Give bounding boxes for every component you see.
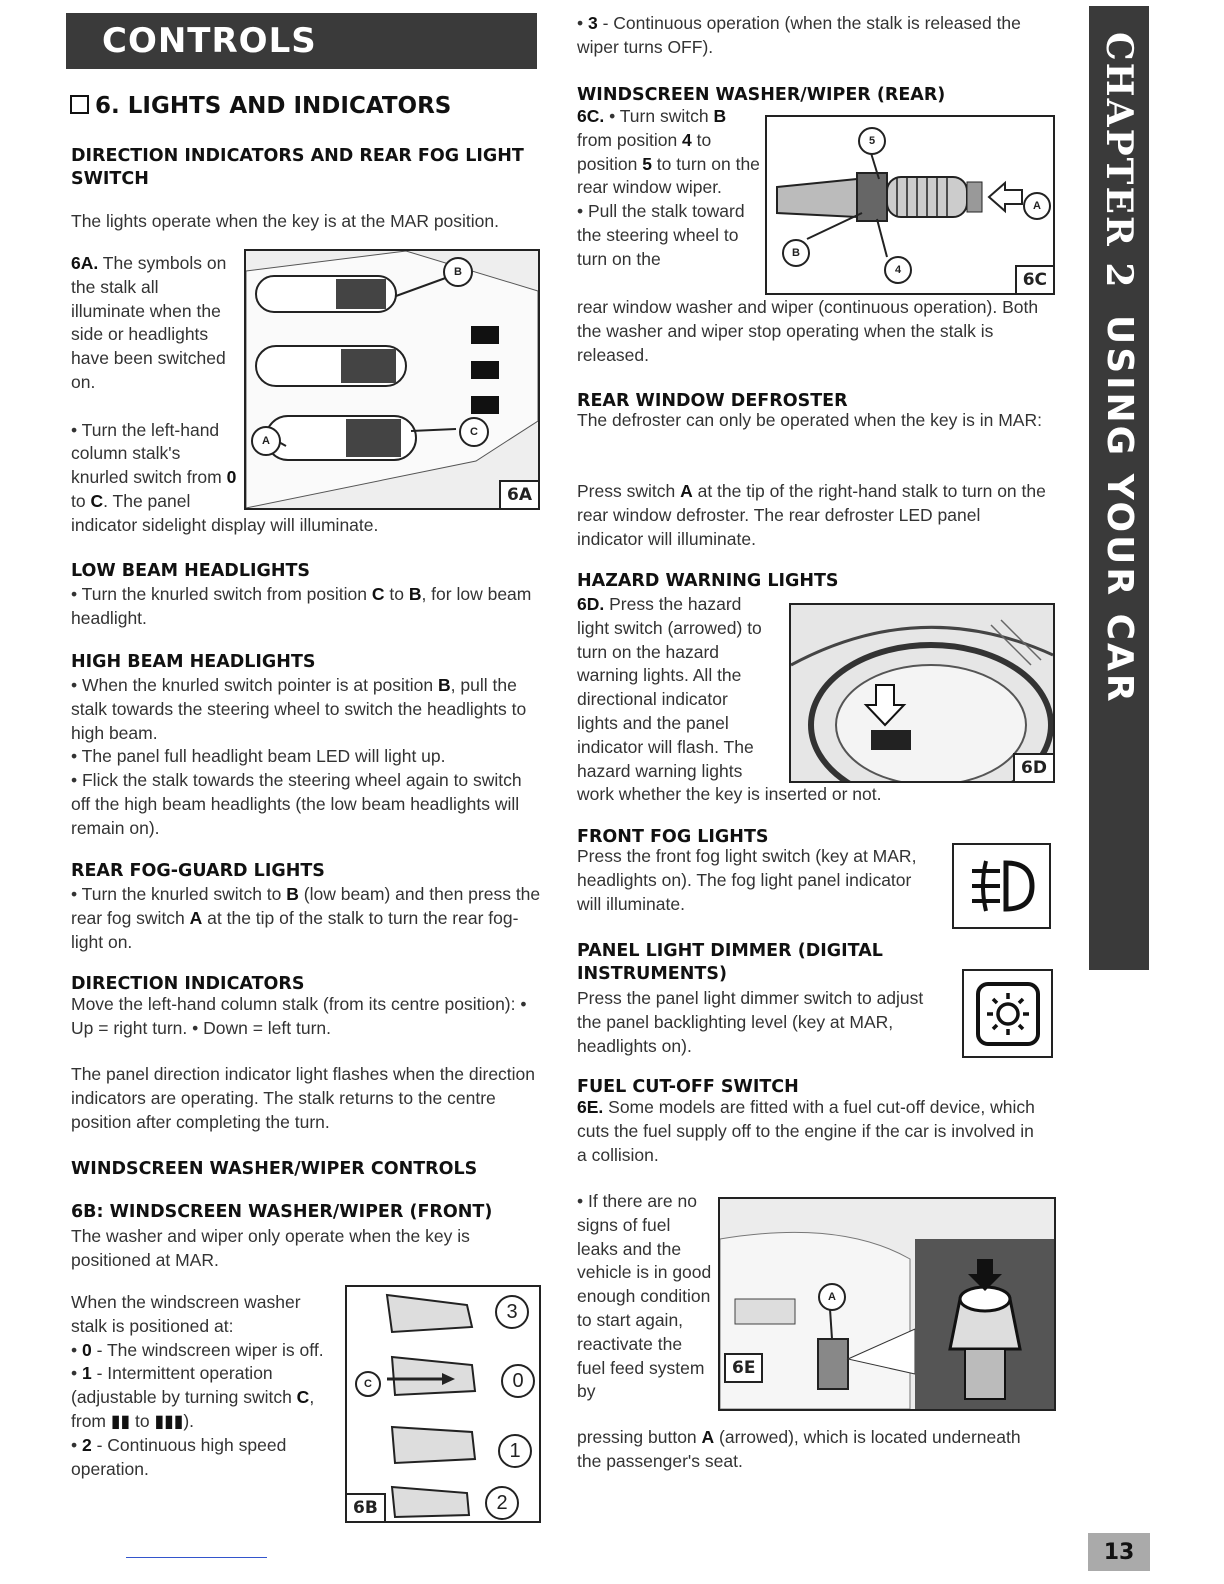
- fuel-cutoff-illustration: [720, 1199, 1054, 1409]
- figure-6a-label: 6A: [499, 480, 538, 508]
- heading-wiper-controls: WINDSCREEN WASHER/WIPER CONTROLS: [71, 1159, 478, 1179]
- heading-hazard: HAZARD WARNING LIGHTS: [577, 571, 839, 591]
- callout-5: 5: [858, 127, 886, 155]
- figure-6b-label: 6B: [347, 1493, 386, 1521]
- stalk-illustration: [246, 251, 538, 508]
- hazard-text: 6D. Press the hazard light switch (arrowed) to turn on the hazard warning lights. All the directional indicator lights and the panel indicator will flash. The hazard warning lights: [577, 594, 762, 781]
- heading-dir-fog: DIRECTION INDICATORS AND REAR FOG LIGHT SWITCH: [71, 146, 524, 189]
- section-title: 6. LIGHTS AND INDICATORS: [70, 93, 451, 119]
- heading-wiper-rear: WINDSCREEN WASHER/WIPER (REAR): [577, 85, 946, 105]
- direction-indicators-text: Move the left-hand column stalk (from its centre position): • Up = right turn. • Down = left turn.: [71, 994, 527, 1038]
- callout-4: 4: [884, 256, 912, 284]
- callout-a: A: [818, 1283, 846, 1311]
- figure-6e: [718, 1197, 1056, 1411]
- fuel-text-cont: pressing button A (arrowed), which is located underneath the passenger's seat.: [577, 1427, 1021, 1471]
- wiper-rear-text: 6C. • Turn switch B from position 4 to position 5 to turn on the rear window wiper. • Pull the stalk toward the steering wheel to turn on the: [577, 106, 760, 269]
- figure-6a: [244, 249, 540, 510]
- position-1: 1: [498, 1434, 532, 1468]
- figure-6d-label: 6D: [1013, 753, 1053, 781]
- heading-wiper-front: 6B: WINDSCREEN WASHER/WIPER (FRONT): [71, 1202, 493, 1222]
- figure-6d: [789, 603, 1055, 783]
- heading-high-beam: HIGH BEAM HEADLIGHTS: [71, 652, 316, 672]
- fuel-text-2: • If there are no signs of fuel leaks and the vehicle is in good enough condition to start again, reactivate the fuel feed system by: [577, 1191, 712, 1402]
- position-3: 3: [495, 1295, 529, 1329]
- heading-front-fog: FRONT FOG LIGHTS: [577, 827, 769, 847]
- checkbox-icon: [70, 95, 89, 114]
- fig6a-text-cont: indicator sidelight display will illuminate.: [71, 515, 379, 535]
- wiper-rear-text-cont: rear window washer and wiper (continuous operation). Both the washer and wiper stop operating when the stalk is released.: [577, 297, 1039, 365]
- position-3-text: • 3 - Continuous operation (when the stalk is released the wiper turns OFF).: [577, 13, 1021, 57]
- callout-c: C: [355, 1371, 381, 1397]
- callout-b: B: [782, 239, 810, 267]
- defroster-text: The defroster can only be operated when the key is in MAR:: [577, 410, 1042, 430]
- header-title: CONTROLS: [102, 21, 317, 61]
- footer-rule: [126, 1557, 267, 1558]
- fig6a-text: 6A. The symbols on the stalk all illuminate when the side or headlights have been switched on. • Turn the left-hand column stalk's knurled switch from 0 to C. The panel: [71, 253, 237, 511]
- position-0: 0: [501, 1364, 535, 1398]
- figure-6b: [345, 1285, 541, 1523]
- heading-rear-fog: REAR FOG-GUARD LIGHTS: [71, 861, 325, 881]
- position-2: 2: [485, 1486, 519, 1520]
- figure-6e-label: 6E: [724, 1353, 763, 1383]
- dimmer-text: Press the panel light dimmer switch to adjust the panel backlighting level (key at MAR, headlights on).: [577, 988, 924, 1056]
- callout-a: A: [1023, 192, 1051, 220]
- defroster-text-2: Press switch A at the tip of the right-hand stalk to turn on the rear window defroster. The rear defroster LED panel indicator will illuminate.: [577, 481, 1046, 549]
- rear-fog-text: • Turn the knurled switch to B (low beam) and then press the rear fog switch A at the tip of the stalk to turn the rear fog-light on.: [71, 884, 541, 952]
- callout-c: C: [459, 417, 489, 447]
- heading-defroster: REAR WINDOW DEFROSTER: [577, 391, 848, 411]
- side-tab-text: CHAPTER 2USING YOUR CAR: [1098, 32, 1140, 706]
- chapter-side-tab: [1089, 6, 1149, 970]
- heading-direction-indicators: DIRECTION INDICATORS: [71, 974, 305, 994]
- heading-fuel: FUEL CUT-OFF SWITCH: [577, 1077, 799, 1097]
- wiper-front-text: The washer and wiper only operate when the key is positioned at MAR.: [71, 1226, 470, 1270]
- wiper-front-list: When the windscreen washer stalk is positioned at: • 0 - The windscreen wiper is off. • 1 - Intermittent operation (adjustable by turning switch C, from ▮▮ to ▮▮▮). • 2 - Continuous high speed operation.: [71, 1292, 324, 1479]
- heading-dimmer: PANEL LIGHT DIMMER (DIGITAL INSTRUMENTS): [577, 941, 883, 984]
- chapter-header: [66, 13, 537, 69]
- hazard-text-cont: work whether the key is inserted or not.: [577, 784, 882, 804]
- figure-6c: [765, 115, 1055, 295]
- front-fog-light-icon: [952, 843, 1051, 929]
- high-beam-text: • When the knurled switch pointer is at position B, pull the stalk towards the steering wheel to switch the headlights to high beam. • The panel full headlight beam LED will light up. • Flick the stalk towards the steering wheel again to switch off the high beam headlights (the low beam headlights will remain on).: [71, 675, 527, 838]
- front-fog-text: Press the front fog light switch (key at MAR, headlights on). The fog light panel indicator will illuminate.: [577, 846, 917, 914]
- callout-b: B: [443, 257, 473, 287]
- callout-a: A: [251, 426, 281, 456]
- brightness-icon: [962, 969, 1053, 1058]
- direction-indicators-text-2: The panel direction indicator light flashes when the direction indicators are operating. The stalk returns to the centre position after completing the turn.: [71, 1064, 536, 1132]
- intro-text: The lights operate when the key is at the MAR position.: [71, 211, 500, 231]
- fuel-text: 6E. Some models are fitted with a fuel cut-off device, which cuts the fuel supply off to the engine if the car is involved in a collision.: [577, 1097, 1035, 1165]
- figure-6c-label: 6C: [1015, 265, 1053, 293]
- heading-low-beam: LOW BEAM HEADLIGHTS: [71, 561, 311, 581]
- page-number: 13: [1088, 1533, 1150, 1571]
- low-beam-text: • Turn the knurled switch from position C to B, for low beam headlight.: [71, 584, 532, 628]
